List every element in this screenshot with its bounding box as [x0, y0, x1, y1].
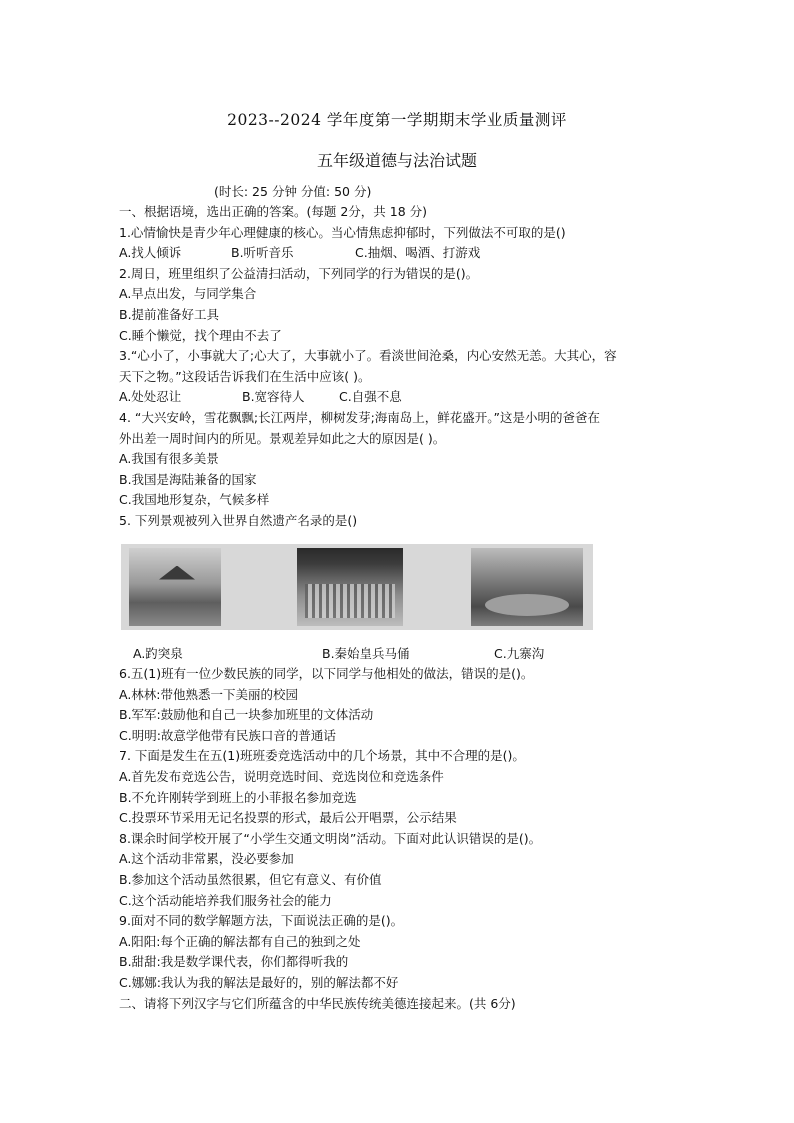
q8-option-c: C.这个活动能培养我们服务社会的能力: [119, 892, 332, 908]
exam-content: [119, 202, 679, 1014]
q4-option-c: C.我国地形复杂，气候多样: [119, 492, 270, 508]
q6-option-a: A.林林:带他熟悉一下美丽的校园: [119, 686, 299, 702]
q4-stem-line1: 4. “大兴安岭，雪花飘飘;长江两岸，柳树发芽;海南岛上，鲜花盛开。”这是小明的爸爸在: [119, 409, 601, 425]
q3-options: [119, 387, 679, 408]
q4-option-a: A.我国有很多美景: [119, 451, 219, 467]
q5-option-c: C.九寨沟: [494, 645, 545, 661]
terracotta-warriors-photo: [297, 548, 403, 626]
exam-title: 2023--2024 学年度第一学期期末学业质量测评: [227, 111, 567, 129]
exam-subtitle: 五年级道德与法治试题: [316, 151, 477, 170]
section1-heading: 一、根据语境，选出正确的答案。(每题 2分，共 18 分): [119, 204, 428, 219]
q8-stem: 8.课余时间学校开展了“小学生交通文明岗”活动。下面对此认识错误的是()。: [119, 830, 542, 846]
q4-stem-line2: 外出差一周时间内的所见。景观差异如此之大的原因是( )。: [119, 430, 446, 446]
q9-option-c: C.娜娜:我认为我的解法是最好的，别的解法都不好: [119, 975, 399, 990]
q5-stem: 5. 下列景观被列入世界自然遗产名录的是(): [119, 512, 358, 528]
q2-option-a: A.早点出发，与同学集合: [119, 286, 257, 302]
q5-option-a: A.趵突泉: [133, 645, 183, 661]
q9-option-a: A.阳阳:每个正确的解法都有自己的独到之处: [119, 933, 361, 949]
q2-option-b: B.提前准备好工具: [119, 306, 220, 322]
q6-option-c: C.明明:故意学他带有民族口音的普通话: [119, 727, 336, 743]
q3-option-b: B.宽容待人: [242, 389, 305, 405]
q9-option-b: B.甜甜:我是数学课代表，你们都得听我的: [119, 954, 349, 970]
q9-stem: 9.面对不同的数学解题方法，下面说法正确的是()。: [119, 913, 404, 929]
q3-stem-line2: 天下之物。”这段话告诉我们在生活中应该( )。: [119, 368, 371, 384]
q6-stem: 6.五(1)班有一位少数民族的同学，以下同学与他相处的做法，错误的是()。: [119, 666, 534, 682]
q6-option-b: B.军军:鼓励他和自己一块参加班里的文体活动: [119, 707, 374, 723]
pavilion-roof-shape: [159, 566, 195, 580]
q8-option-b: B.参加这个活动虽然很累，但它有意义、有价值: [119, 872, 382, 888]
q7-option-a: A.首先发布竞选公告，说明竞选时间、竞选岗位和竞选条件: [119, 769, 444, 785]
lake-shape: [485, 594, 569, 616]
warrior-rows-shape: [305, 584, 395, 618]
exam-meta: (时长: 25 分钟 分值: 50 分): [214, 184, 372, 199]
q2-option-c: C.睡个懒觉，找个理由不去了: [119, 327, 282, 343]
q5-option-b: B.秦始皇兵马俑: [322, 645, 410, 661]
q1-option-b: B.听听音乐: [231, 245, 294, 261]
q8-option-a: A.这个活动非常累，没必要参加: [119, 851, 294, 867]
q3-option-c: C.自强不息: [339, 389, 402, 405]
q4-option-b: B.我国是海陆兼备的国家: [119, 471, 257, 487]
q3-stem-line1: 3.“心小了，小事就大了;心大了，大事就小了。看淡世间沧桑，内心安然无恙。大其心，容: [119, 348, 617, 364]
q1-options: [119, 243, 679, 264]
q1-stem: 1.心情愉快是青少年心理健康的核心。当心情焦虑抑郁时，下列做法不可取的是(): [119, 224, 566, 240]
q1-option-a: A.找人倾诉: [119, 245, 182, 261]
q7-option-b: B.不允许刚转学到班上的小菲报名参加竞选: [119, 789, 357, 805]
q7-stem: 7. 下面是发生在五(1)班班委竞选活动中的几个场景，其中不合理的是()。: [119, 748, 525, 764]
q3-option-a: A.处处忍让: [119, 389, 182, 405]
q7-option-c: C.投票环节采用无记名投票的形式，最后公开唱票，公示结果: [119, 810, 457, 826]
spring-pavilion-photo: [129, 548, 221, 626]
q1-option-c: C.抽烟、喝酒、打游戏: [355, 245, 481, 261]
q2-stem: 2.周日，班里组织了公益清扫活动，下列同学的行为错误的是()。: [119, 265, 479, 281]
jiuzhaigou-landscape-photo: [471, 548, 583, 626]
section2-heading: 二、请将下列汉字与它们所蕴含的中华民族传统美德连接起来。(共 6分): [119, 995, 516, 1011]
q5-options: [119, 644, 679, 665]
q5-image-strip: [119, 544, 679, 636]
